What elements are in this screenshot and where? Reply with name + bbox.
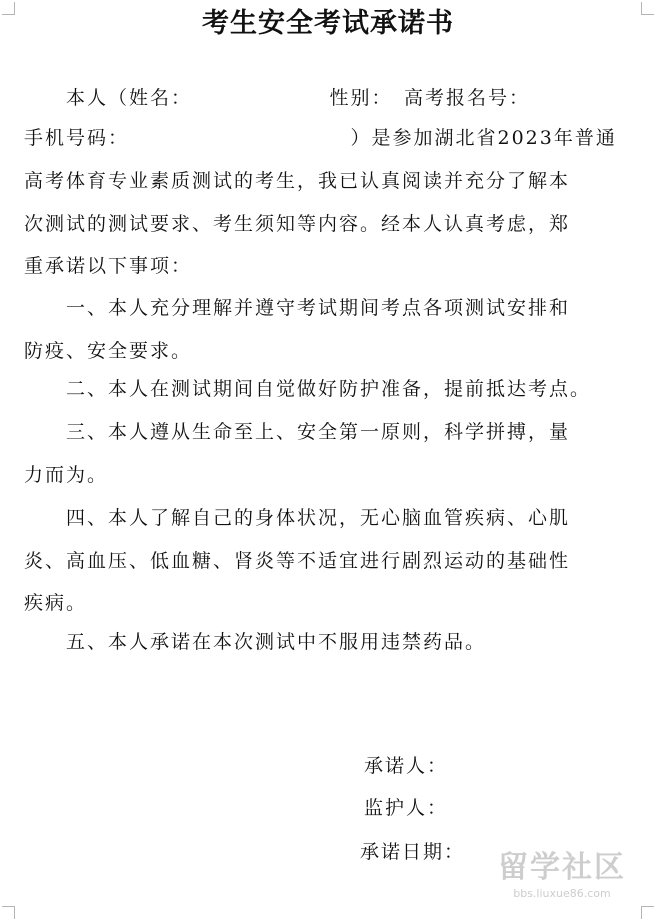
- paragraph-line: 五、本人承诺在本次测试中不服用违禁药品。: [66, 631, 487, 653]
- paragraph-line: 四、本人了解自己的身体状况，无心脑血管疾病、心肌: [66, 507, 571, 529]
- page-corner-mark: [641, 906, 654, 919]
- promisor-label: 承诺人：: [364, 755, 449, 777]
- paragraph-line: 炎、高血压、低血糖、肾炎等不适宜进行剧烈运动的基础性: [24, 550, 571, 572]
- paragraph-line: 疾病。: [24, 592, 88, 614]
- watermark-url: bbs.liuxue86.com: [513, 887, 611, 900]
- watermark-logo: [482, 849, 642, 911]
- date-label: 承诺日期：: [360, 841, 466, 863]
- page-corner-mark: [2, 906, 15, 919]
- paragraph-line: 一、本人充分理解并遵守考试期间考点各项测试安排和: [66, 297, 571, 319]
- paragraph-line: 次测试的测试要求、考生须知等内容。经本人认真考虑，郑: [24, 213, 571, 235]
- paragraph-line: 三、本人遵从生命至上、安全第一原则，科学拼搏，量: [66, 421, 571, 443]
- paragraph-line: 高考体育专业素质测试的考生，我已认真阅读并充分了解本: [24, 170, 571, 192]
- paragraph-line: 本人（姓名： 性别： 高考报名号：: [66, 87, 531, 109]
- paragraph-line: 二、本人在测试期间自觉做好防护准备，提前抵达考点。: [66, 378, 592, 400]
- paragraph-line: 防疫、安全要求。: [24, 340, 193, 362]
- paragraph-line: 力而为。: [24, 464, 109, 486]
- guardian-label: 监护人：: [364, 797, 449, 819]
- paragraph-line: 手机号码： ）是参加湖北省2023年普通: [24, 127, 617, 149]
- watermark-text: 留学社区: [498, 850, 626, 885]
- document-title: 考生安全考试承诺书: [202, 8, 454, 39]
- paragraph-line: 重承诺以下事项：: [24, 255, 193, 277]
